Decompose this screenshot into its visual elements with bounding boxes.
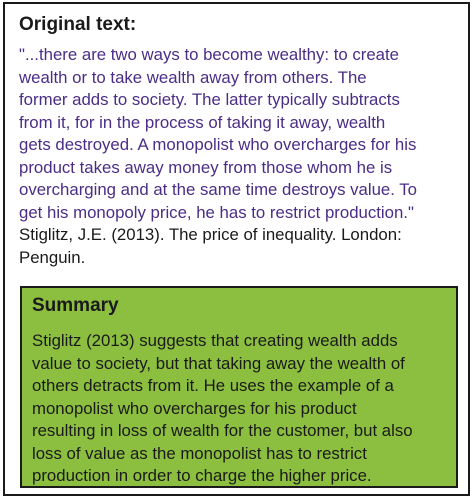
- original-text-heading: Original text:: [19, 14, 137, 35]
- quote-line: from it, for in the process of taking it away, wealth: [19, 112, 386, 132]
- summary-line: production in order to charge the higher price.: [32, 466, 372, 485]
- summary-line: Stiglitz (2013) suggests that creating wealth adds: [32, 331, 398, 350]
- quote-line: former adds to society. The latter typically subtracts: [19, 90, 400, 109]
- citation-line: Stiglitz, J.E. (2013). The price of inequality. London:: [19, 225, 402, 244]
- quote-text: [19, 44, 459, 224]
- summary-box: [20, 286, 458, 488]
- quote-line: gets destroyed. A monopolist who overcharges for his: [19, 135, 417, 154]
- citation-line: Penguin.: [19, 247, 86, 267]
- summary-line: monopolist who overcharges for his product: [32, 398, 357, 418]
- quote-block: [19, 44, 459, 269]
- summary-heading: Summary: [32, 295, 119, 316]
- original-text-panel: [3, 2, 470, 496]
- quote-line: "...there are two ways to become wealthy: to create: [19, 45, 399, 64]
- summary-line: value to society, but that taking away the wealth of: [32, 353, 405, 373]
- summary-line: loss of value as the monopolist has to restrict: [32, 443, 367, 463]
- summary-body: [32, 330, 450, 488]
- quote-line: wealth or to take wealth away from others. The: [19, 67, 367, 87]
- quote-line: get his monopoly price, he has to restrict production.": [19, 202, 414, 222]
- summary-line: resulting in loss of wealth for the customer, but also: [32, 421, 413, 440]
- quote-line: overcharging and at the same time destroys value. To: [19, 180, 417, 199]
- quote-line: product takes away money from those whom he is: [19, 157, 393, 177]
- summary-line: others detracts from it. He uses the example of a: [32, 376, 394, 395]
